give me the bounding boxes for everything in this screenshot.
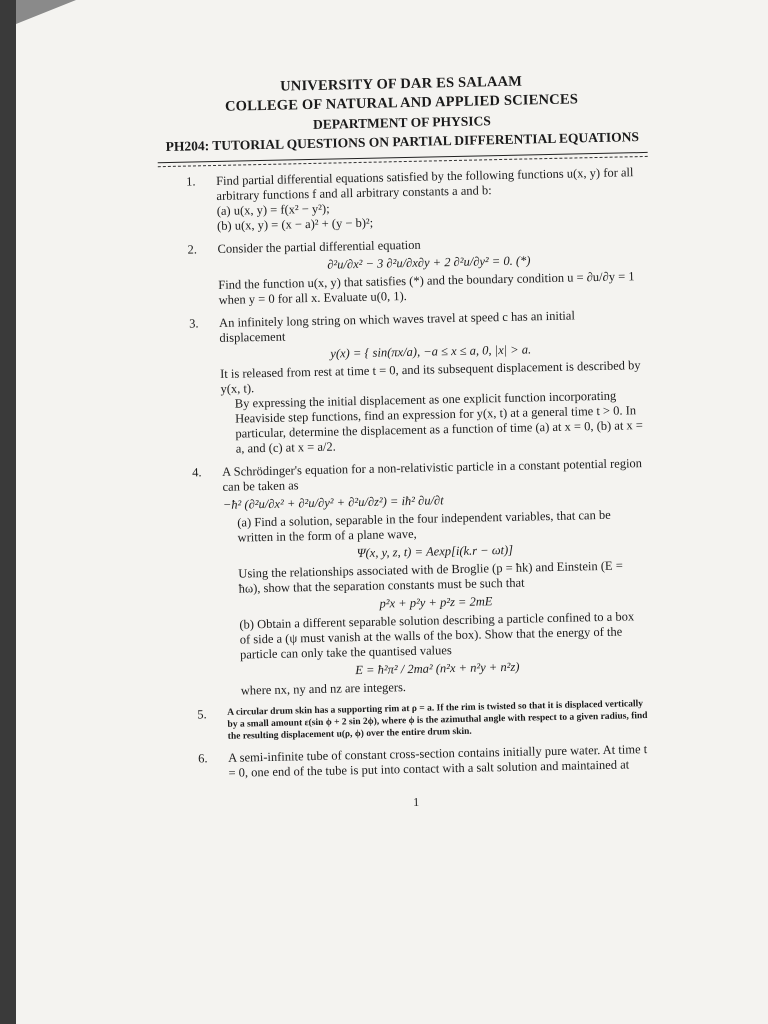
initial-displacement-equation: y(x) = { sin(πx/a), −a ≤ x ≤ a, 0, |x| > a. [330, 342, 532, 361]
question-1 [168, 165, 639, 235]
department-name: DEPARTMENT OF PHYSICS [312, 113, 491, 132]
question-4 [174, 456, 649, 700]
question-part-b: (b) u(x, y) = (x − a)² + (y − b)²; [216, 215, 374, 233]
separation-constants-equation: p²x + p²y + p²z = 2mE [379, 594, 493, 611]
question-number: 3. [188, 316, 199, 331]
scanned-sheet [16, 0, 768, 1024]
question-2 [169, 233, 640, 309]
question-text: Using the relationships associated with de Broglie (p = ħk) and Einstein (E = ħω), show that the separation constants must be such that [238, 558, 623, 596]
question-text: Find the function u(x, y) that satisfies (*) and the boundary condition u = ∂u/∂y = 1 when y = 0 for all x. Evaluate u(0, 1). [218, 269, 635, 307]
course-title: PH204: TUTORIAL QUESTIONS ON PARTIAL DIFFERENTIAL EQUATIONS [165, 129, 640, 155]
question-text: It is released from rest at time t = 0, and its subsequent displacement is described by y(x, t). [220, 358, 641, 396]
question-text: By expressing the initial displacement as one explicit function incorporating Heaviside step functions, find an expression for y(x, t) at a general time t > 0. In particular, determine the displacement as a function of time (a) at x = 0, (b) at x = a, and (c) at x = a/2. [234, 388, 644, 456]
question-number: 2. [187, 242, 198, 257]
page-corner-shadow [16, 0, 76, 24]
question-number: 1. [185, 174, 196, 189]
question-text: A semi-infinite tube of constant cross-section contains initially pure water. At time t = 0, one end of the tube is put into contact with a salt solution and maintained at [228, 742, 648, 780]
question-text: Find partial differential equations satisfied by the following functions u(x, y) for all arbitrary functions f and all arbitrary constants a and b: [215, 165, 634, 203]
university-name: UNIVERSITY OF DAR ES SALAAM [279, 73, 523, 95]
question-part-b: (b) Obtain a different separable solution describing a particle confined to a box of side a (ψ must vanish at the walls of the box). Show that the energy of the particle can only take the quantised values [239, 609, 635, 662]
page-number: 1 [413, 794, 420, 809]
question-number: 4. [192, 465, 202, 480]
tutorial-page [166, 70, 651, 815]
question-number: 5. [197, 707, 207, 722]
pde-equation: ∂²u/∂x² − 3 ∂²u/∂x∂y + 2 ∂²u/∂y² = 0. (*) [327, 253, 531, 272]
question-text: Consider the partial differential equation [217, 237, 421, 256]
schrodinger-equation: −ħ² (∂²u/∂x² + ∂²u/∂y² + ∂²u/∂z²) = iħ² ∂u/∂t [222, 493, 444, 512]
question-text: where nx, ny and nz are integers. [240, 680, 407, 698]
question-part-a: (a) u(x, y) = f(x² − y²); [216, 201, 330, 218]
plane-wave-equation: Ψ(x, y, z, t) = Aexp[i(k.r − ωt)] [356, 542, 514, 561]
energy-equation: E = ħ²π² / 2ma² (n²x + n²y + n²z) [355, 659, 520, 678]
question-number: 6. [198, 751, 208, 766]
document-header [165, 70, 640, 156]
question-6 [180, 742, 651, 782]
college-name: COLLEGE OF NATURAL AND APPLIED SCIENCES [224, 91, 579, 115]
question-part-a: (a) Find a solution, separable in the four independent variables, that can be written in the form of a plane wave, [237, 507, 611, 545]
question-5 [179, 698, 650, 744]
question-text: An infinitely long string on which waves travel at speed c has an initial displacement [218, 308, 575, 345]
question-text: A Schrödinger's equation for a non-relativistic particle in a constant potential region can be taken as [222, 456, 643, 494]
question-text: A circular drum skin has a supporting rim at ρ = a. If the rim is twisted so that it is displaced vertically by a small amount ε(sin ϕ + 2 sin 2ϕ), where ϕ is the azimuthal angle with respect to a given radius, find the resulting displacement u(ρ, ϕ) over the entire drum skin. [227, 699, 648, 742]
question-3 [171, 307, 644, 458]
